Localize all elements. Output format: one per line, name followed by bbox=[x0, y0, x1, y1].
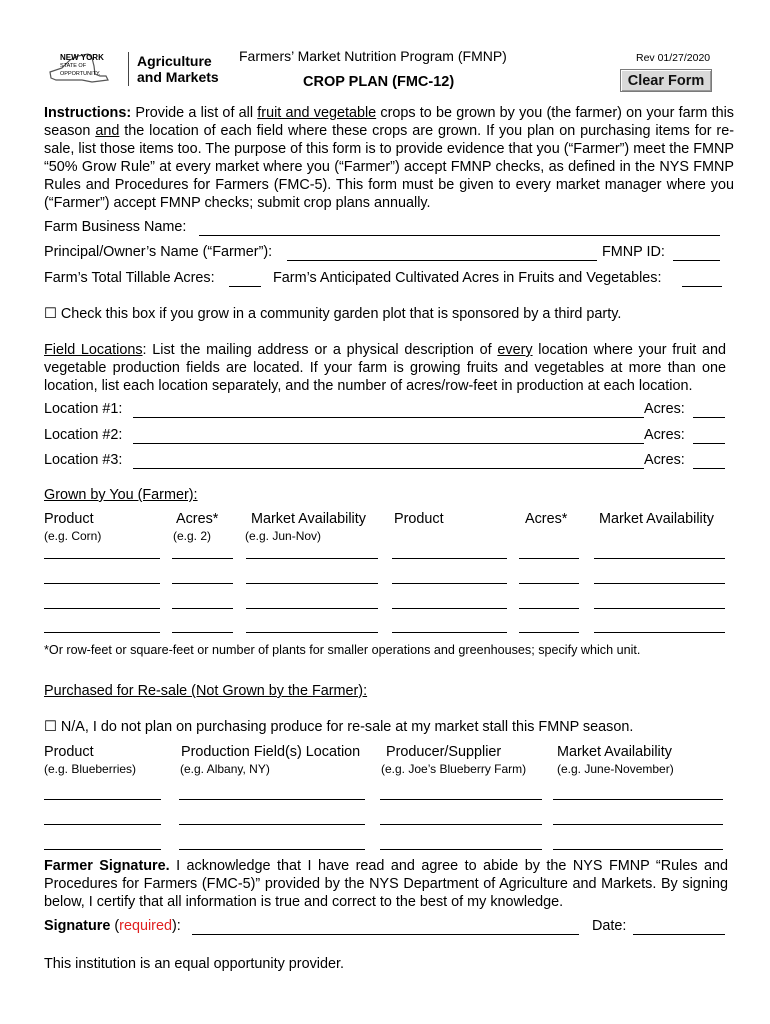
grown-row-3-col-3-field[interactable] bbox=[246, 608, 378, 609]
location-1-acres-field[interactable] bbox=[693, 417, 725, 418]
fmnp-id-field[interactable] bbox=[673, 260, 720, 261]
principal-name-field[interactable] bbox=[287, 260, 597, 261]
purchased-row-1-col-4-field[interactable] bbox=[553, 799, 723, 800]
grown-row-4-col-1-field[interactable] bbox=[44, 632, 160, 633]
location-3-acres-label: Acres: bbox=[644, 452, 685, 468]
grown-footnote: *Or row-feet or square-feet or number of plants for smaller operations and greenhouses; specify which unit. bbox=[44, 643, 641, 657]
purchased-example-market: (e.g. June-November) bbox=[557, 762, 674, 776]
location-1-field[interactable] bbox=[133, 417, 644, 418]
fmnp-id-label: FMNP ID: bbox=[602, 244, 665, 260]
location-2-field[interactable] bbox=[133, 443, 644, 444]
grown-row-1-col-4-field[interactable] bbox=[392, 558, 507, 559]
tillable-acres-label: Farm’s Total Tillable Acres: bbox=[44, 270, 215, 286]
form-title: CROP PLAN (FMC-12) bbox=[303, 74, 455, 90]
grown-row-4-col-5-field[interactable] bbox=[519, 632, 579, 633]
revision-date: Rev 01/27/2020 bbox=[636, 52, 711, 64]
location-3-field[interactable] bbox=[133, 468, 644, 469]
grown-example-market: (e.g. Jun-Nov) bbox=[245, 529, 322, 543]
anticipated-acres-label: Farm’s Anticipated Cultivated Acres in Fruits and Vegetables: bbox=[273, 270, 662, 286]
grown-row-1-col-2-field[interactable] bbox=[172, 558, 233, 559]
grown-row-3-col-4-field[interactable] bbox=[392, 608, 507, 609]
signature-paragraph: Farmer Signature. I acknowledge that I have read and agree to abide by the NYS FMNP “Rules and Procedures for Farmers (FMC-5)” provided by the NYS Department of Agriculture and Markets. By signing below, I certify that all information is true and correct to the best of my knowledge. bbox=[44, 858, 728, 910]
grown-row-1-col-6-field[interactable] bbox=[594, 558, 725, 559]
grown-row-3-col-1-field[interactable] bbox=[44, 608, 160, 609]
field-locations-paragraph: Field Locations: List the mailing address or a physical description of every location where your fruit and vegetable production fields are located. If your farm is growing fruits and vegetables at more than one location, list each location separately, and the number of acres/row-feet in production at each location. bbox=[44, 342, 727, 394]
program-title: Farmers’ Market Nutrition Program (FMNP) bbox=[239, 48, 507, 64]
grown-row-2-col-6-field[interactable] bbox=[594, 583, 725, 584]
purchased-row-2-col-3-field[interactable] bbox=[380, 824, 542, 825]
clear-form-button[interactable]: Clear Form bbox=[620, 69, 712, 92]
grown-row-2-col-2-field[interactable] bbox=[172, 583, 233, 584]
date-field[interactable] bbox=[633, 934, 725, 935]
grown-col-product-left: Product bbox=[44, 511, 94, 527]
grown-row-4-col-6-field[interactable] bbox=[594, 632, 725, 633]
farm-business-name-label: Farm Business Name: bbox=[44, 219, 187, 235]
logo-divider bbox=[128, 52, 129, 86]
grown-row-4-col-3-field[interactable] bbox=[246, 632, 378, 633]
location-1-label: Location #1: bbox=[44, 401, 123, 417]
grown-row-2-col-4-field[interactable] bbox=[392, 583, 507, 584]
purchased-col-product: Product bbox=[44, 744, 94, 760]
grown-example-product: (e.g. Corn) bbox=[44, 529, 102, 543]
signature-label: Farmer Signature. bbox=[44, 858, 170, 874]
grown-col-product-right: Product bbox=[394, 511, 444, 527]
purchased-row-2-col-2-field[interactable] bbox=[179, 824, 365, 825]
tillable-acres-field[interactable] bbox=[229, 286, 261, 287]
purchased-row-1-col-3-field[interactable] bbox=[380, 799, 542, 800]
grown-row-1-col-3-field[interactable] bbox=[246, 558, 378, 559]
logo-dept-line2: and Markets bbox=[137, 69, 219, 85]
location-3-label: Location #3: bbox=[44, 452, 123, 468]
grown-col-acres-left: Acres* bbox=[176, 511, 219, 527]
grown-row-2-col-3-field[interactable] bbox=[246, 583, 378, 584]
grown-col-acres-right: Acres* bbox=[525, 511, 568, 527]
equal-opportunity-statement: This institution is an equal opportunity provider. bbox=[44, 956, 344, 972]
location-2-label: Location #2: bbox=[44, 427, 123, 443]
purchased-row-3-col-1-field[interactable] bbox=[44, 849, 161, 850]
anticipated-acres-field[interactable] bbox=[682, 286, 722, 287]
location-2-acres-label: Acres: bbox=[644, 427, 685, 443]
logo-state-text: NEW YORK STATE OF OPPORTUNITY. bbox=[60, 53, 104, 77]
purchased-row-3-col-2-field[interactable] bbox=[179, 849, 365, 850]
instructions-label: Instructions: bbox=[44, 105, 132, 121]
purchased-example-producer: (e.g. Joe’s Blueberry Farm) bbox=[381, 762, 527, 776]
not-applicable-checkbox[interactable]: ☐ N/A, I do not plan on purchasing produce for re-sale at my market stall this FMNP season. bbox=[44, 719, 634, 735]
farm-business-name-field[interactable] bbox=[199, 235, 720, 236]
purchased-col-producer: Producer/Supplier bbox=[386, 744, 502, 760]
grown-row-1-col-5-field[interactable] bbox=[519, 558, 579, 559]
grown-row-2-col-1-field[interactable] bbox=[44, 583, 160, 584]
purchased-col-market: Market Availability bbox=[557, 744, 672, 760]
signature-line-label: Signature (required): bbox=[44, 918, 181, 934]
instructions-paragraph: Instructions: Provide a list of all fruit and vegetable crops to be grown by you (the farmer) on your farm this season and the location of each field where these crops are grown. If you plan on purchasing items for re-sale, list those items too. The purpose of this form is to provide evidence that you (“Farmer”) meet the FMNP “50% Grow Rule” at every market where you (“Farmer”) accept FMNP checks, as defined in the NYS FMNP Rules and Procedures for Farmers (FMC-5). This form must be given to every market manager where you (“Farmer”) accept FMNP checks; submit crop plans annually. bbox=[44, 105, 734, 211]
purchased-row-2-col-1-field[interactable] bbox=[44, 824, 161, 825]
grown-col-market-right: Market Availability bbox=[599, 511, 714, 527]
grown-row-1-col-1-field[interactable] bbox=[44, 558, 160, 559]
purchased-example-location: (e.g. Albany, NY) bbox=[180, 762, 270, 776]
purchased-heading: Purchased for Re-sale (Not Grown by the Farmer): bbox=[44, 683, 368, 699]
grown-example-acres: (e.g. 2) bbox=[173, 529, 212, 543]
signature-field[interactable] bbox=[192, 934, 579, 935]
principal-name-label: Principal/Owner’s Name (“Farmer”): bbox=[44, 244, 273, 260]
purchased-row-3-col-4-field[interactable] bbox=[553, 849, 723, 850]
logo-dept-line1: Agriculture bbox=[137, 53, 212, 69]
grown-row-4-col-2-field[interactable] bbox=[172, 632, 233, 633]
purchased-row-1-col-1-field[interactable] bbox=[44, 799, 161, 800]
purchased-row-1-col-2-field[interactable] bbox=[179, 799, 365, 800]
community-garden-checkbox[interactable]: ☐ Check this box if you grow in a community garden plot that is sponsored by a third party. bbox=[44, 306, 622, 322]
required-indicator: required bbox=[119, 918, 172, 934]
purchased-row-2-col-4-field[interactable] bbox=[553, 824, 723, 825]
location-3-acres-field[interactable] bbox=[693, 468, 725, 469]
grown-row-3-col-5-field[interactable] bbox=[519, 608, 579, 609]
grown-row-3-col-2-field[interactable] bbox=[172, 608, 233, 609]
purchased-row-3-col-3-field[interactable] bbox=[380, 849, 542, 850]
purchased-col-location: Production Field(s) Location bbox=[181, 744, 361, 760]
grown-col-market-left: Market Availability bbox=[251, 511, 366, 527]
grown-row-2-col-5-field[interactable] bbox=[519, 583, 579, 584]
date-label: Date: bbox=[592, 918, 627, 934]
grown-row-3-col-6-field[interactable] bbox=[594, 608, 725, 609]
location-2-acres-field[interactable] bbox=[693, 443, 725, 444]
grown-row-4-col-4-field[interactable] bbox=[392, 632, 507, 633]
location-1-acres-label: Acres: bbox=[644, 401, 685, 417]
purchased-example-product: (e.g. Blueberries) bbox=[44, 762, 137, 776]
grown-heading: Grown by You (Farmer): bbox=[44, 487, 198, 503]
